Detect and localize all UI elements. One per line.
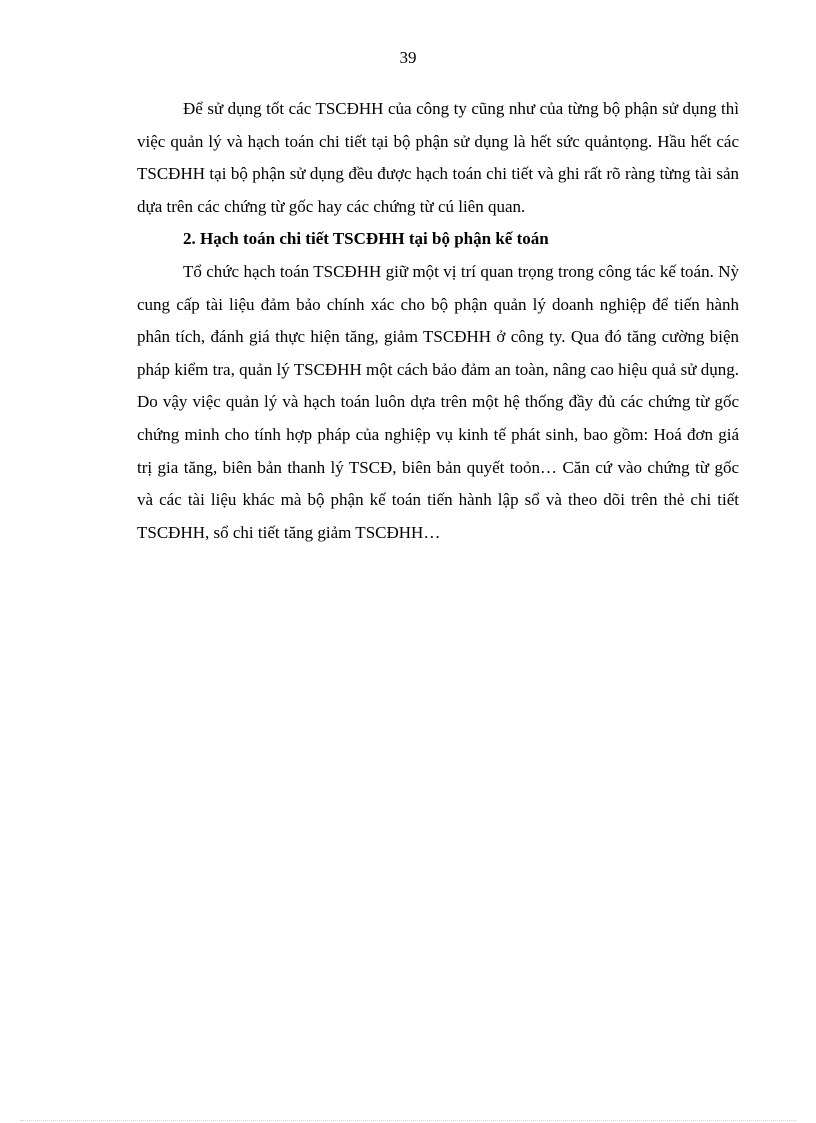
page-bottom-divider [20, 1120, 796, 1121]
paragraph-usage-management: Để sử dụng tốt các TSCĐHH của công ty cũng như của từng bộ phận sử dụng thì việc quản lý và hạch toán chi tiết tại bộ phận sử dụng là hết sức quảntọng. Hầu hết các TSCĐHH tại bộ phận sử dụng đều được hạch toán chi tiết và ghi rất rõ ràng từng tài sản dựa trên các chứng từ gốc hay các chứng từ cú liên quan. [137, 99, 739, 216]
section-heading-accounting-detail: 2. Hạch toán chi tiết TSCĐHH tại bộ phận kế toán [183, 229, 549, 249]
paragraph-accounting-organization: Tổ chức hạch toán TSCĐHH giữ một vị trí quan trọng trong công tác kế toán. Nỳ cung cấp tài liệu đảm bảo chính xác cho bộ phận quản lý doanh nghiệp để tiến hành phân tích, đánh giá thực hiện tăng, giảm TSCĐHH ở công ty. Qua đó tăng cường biện pháp kiểm tra, quản lý TSCĐHH một cách bảo đảm an toàn, nâng cao hiệu quả sử dụng. Do vậy việc quản lý và hạch toán luôn dựa trên một hệ thống đầy đủ các chứng từ gốc chứng minh cho tính hợp pháp của nghiệp vụ kinh tế phát sinh, bao gồm: Hoá đơn giá trị gia tăng, biên bản thanh lý TSCĐ, biên bản quyết toỏn… Căn cứ vào chứng từ gốc và các tài liệu khác mà bộ phận kế toán tiến hành lập sổ và theo dõi trên thẻ chi tiết TSCĐHH, sổ chi tiết tăng giảm TSCĐHH… [137, 261, 739, 542]
page-number: 39 [399, 48, 417, 67]
document-body [137, 93, 739, 549]
